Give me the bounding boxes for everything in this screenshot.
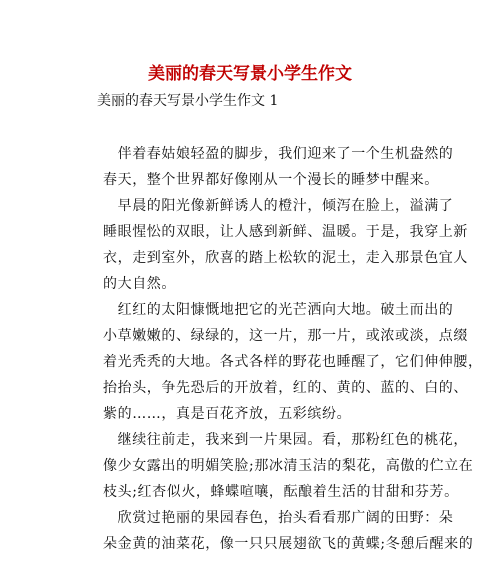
text-line: 睡眼惺忪的双眼，让人感到新鲜、温暖。于是，我穿上新 <box>103 224 468 240</box>
text-line: 红红的太阳慷慨地把它的光芒洒向大地。破土而出的 <box>103 302 454 318</box>
text-line: 春天，整个世界都好像刚从一个漫长的睡梦中醒来。 <box>103 172 439 188</box>
paragraph-3 <box>103 297 483 427</box>
text-line: 小草嫩嫩的、绿绿的，这一片，那一片，或浓或淡，点缀 <box>103 328 468 344</box>
paragraph-5 <box>103 505 474 557</box>
document-title: 美丽的春天写景小学生作文 <box>148 64 352 84</box>
text-line: 欣赏过艳丽的果园春色，抬头看看那广阔的田野：朵 <box>103 510 454 526</box>
text-line: 的大自然。 <box>103 276 176 292</box>
text-line: 抬抬头，争先恐后的开放着，红的、黄的、蓝的、白的、 <box>103 380 468 396</box>
text-line: 继续往前走，我来到一片果园。看，那粉红色的桃花， <box>103 432 468 448</box>
text-line: 着光秃秃的大地。各式各样的野花也睡醒了，它们伸伸腰， <box>103 354 483 370</box>
text-line: 早晨的阳光像新鲜诱人的橙汁，倾泻在脸上，溢满了 <box>103 198 454 214</box>
essay-body <box>103 141 483 557</box>
paragraph-1 <box>103 141 454 193</box>
text-line: 像少女露出的明媚笑脸;那冰清玉洁的梨花，高傲的伫立在 <box>103 458 474 474</box>
text-line: 朵金黄的油菜花，像一只只展翅欲飞的黄蝶;冬憩后醒来的 <box>103 536 474 552</box>
paragraph-2 <box>103 193 468 297</box>
text-line: 衣，走到室外，欣喜的踏上松软的泥土，走入那景色宜人 <box>103 250 468 266</box>
paragraph-4 <box>103 427 474 505</box>
document-subtitle: 美丽的春天写景小学生作文 1 <box>97 93 279 109</box>
text-line: 紫的……，真是百花齐放，五彩缤纷。 <box>103 406 352 422</box>
text-line: 伴着春姑娘轻盈的脚步，我们迎来了一个生机盎然的 <box>103 146 454 162</box>
text-line: 枝头;红杏似火，蜂蝶喧嚷，酝酿着生活的甘甜和芬芳。 <box>103 484 459 500</box>
